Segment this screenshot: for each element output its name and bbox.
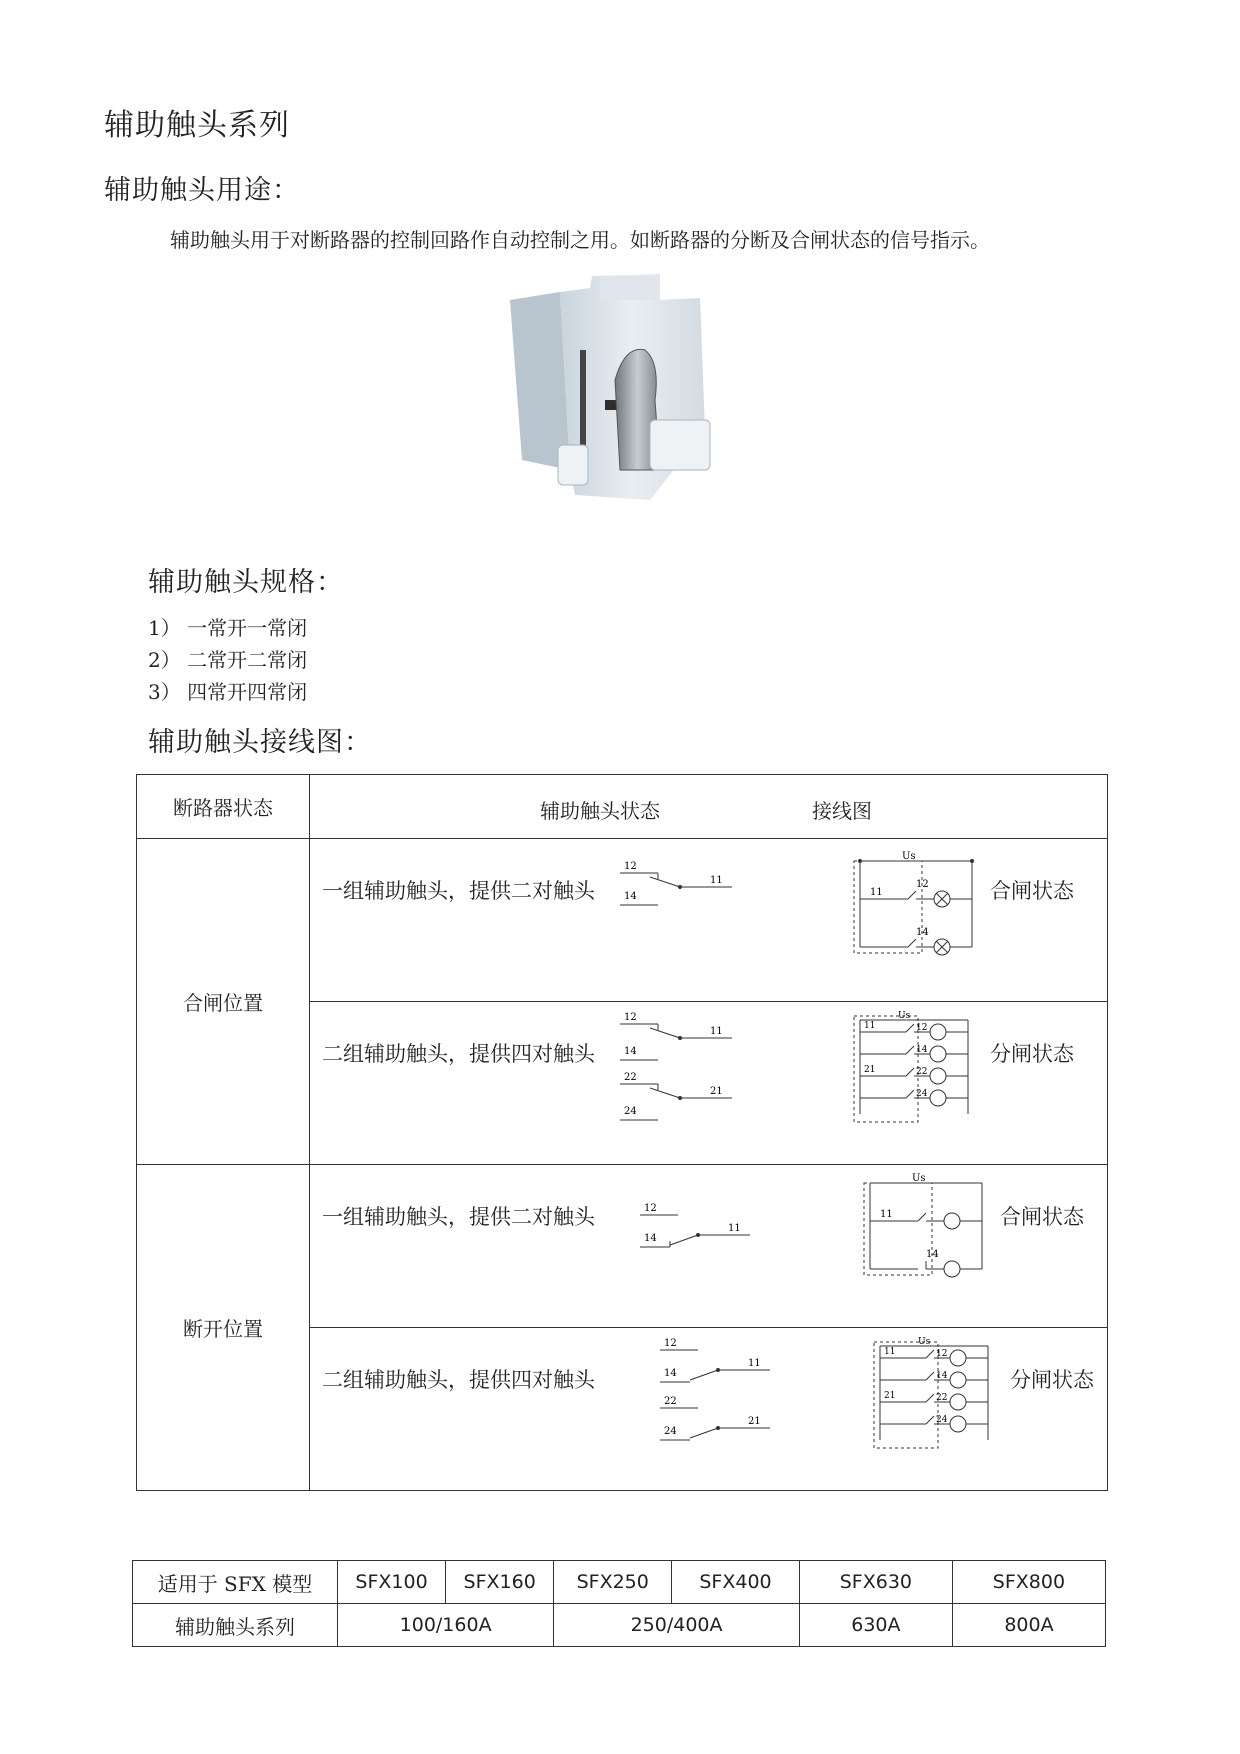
series-cell: 250/400A [554,1604,800,1647]
svg-text:14: 14 [926,1249,939,1260]
spec-item-2: 2） 二常开二常闭 [148,648,308,672]
svg-text:11: 11 [728,1223,741,1234]
model-row-label: 适用于 SFX 模型 [133,1561,338,1604]
svg-text:22: 22 [916,1067,928,1077]
supply-label: Us [902,851,916,862]
svg-text:14: 14 [644,1233,657,1244]
wiring-diagram [850,851,980,961]
svg-text:21: 21 [864,1065,876,1075]
svg-text:11: 11 [884,1347,896,1357]
svg-text:12: 12 [916,879,929,890]
svg-text:24: 24 [916,1089,928,1099]
svg-text:12: 12 [624,1012,637,1023]
svg-text:11: 11 [870,887,883,898]
model-cell: SFX160 [446,1561,554,1604]
spec-item-3: 3） 四常开四常闭 [148,680,308,704]
svg-text:21: 21 [748,1416,761,1427]
svg-text:12: 12 [664,1338,677,1349]
svg-text:22: 22 [664,1396,677,1407]
wiring-table [136,774,1108,1491]
svg-text:14: 14 [624,1046,637,1057]
header-diagram: 接线图 [812,799,872,823]
model-cell: SFX100 [337,1561,445,1604]
spec-item-1: 1） 一常开一常闭 [148,616,308,640]
model-cell: SFX800 [952,1561,1105,1604]
wiring-diagram [850,1010,980,1130]
status-label: 合闸状态 [990,879,1074,903]
wiring-header-row [137,775,1108,839]
model-table [132,1560,1106,1647]
contact-symbol-diagram [640,1201,760,1261]
svg-text:24: 24 [936,1415,948,1425]
svg-text:22: 22 [936,1393,948,1403]
svg-text:Us: Us [898,1011,911,1021]
series-cell: 100/160A [337,1604,553,1647]
model-cell: SFX630 [799,1561,952,1604]
wiring-diagram [870,1336,1000,1456]
contact-symbol-diagram [660,1336,780,1456]
purpose-text: 辅助触头用于对断路器的控制回路作自动控制之用。如断路器的分断及合闸状态的信号指示。 [170,228,990,252]
svg-text:24: 24 [624,1106,637,1117]
table-row [137,839,1108,1002]
contact-desc: 一组辅助触头，提供二对触头 [322,879,595,903]
status-label: 分闸状态 [1010,1368,1094,1392]
svg-text:14: 14 [664,1368,677,1379]
contact-symbol-diagram [620,1010,740,1130]
terminal-11: 11 [710,875,723,886]
breaker-state-closed: 合闸位置 [137,839,310,1165]
series-row [133,1604,1106,1647]
svg-text:11: 11 [864,1021,876,1031]
svg-text:12: 12 [916,1023,928,1033]
contact-desc: 二组辅助触头，提供四对触头 [322,1042,595,1066]
svg-text:Us: Us [912,1173,926,1184]
svg-text:21: 21 [710,1086,723,1097]
contact-desc: 二组辅助触头，提供四对触头 [322,1368,595,1392]
header-breaker-state: 断路器状态 [137,775,310,839]
specs-heading: 辅助触头规格： [148,567,344,598]
svg-text:21: 21 [884,1391,896,1401]
svg-text:14: 14 [936,1371,948,1381]
contact-cell [310,1002,1108,1165]
contact-cell [310,1328,1108,1491]
status-label: 分闸状态 [990,1042,1074,1066]
contact-cell [310,839,1108,1002]
svg-text:12: 12 [644,1203,657,1214]
model-cell: SFX400 [672,1561,800,1604]
header-contact-diagram [310,775,1108,839]
terminal-12: 12 [624,861,637,872]
breaker-state-open: 断开位置 [137,1165,310,1491]
terminal-14: 14 [624,891,637,902]
svg-text:11: 11 [880,1209,893,1220]
contact-desc: 一组辅助触头，提供二对触头 [322,1205,595,1229]
svg-text:22: 22 [624,1072,637,1083]
wiring-diagram [860,1173,990,1283]
contact-symbol-diagram [620,859,740,919]
model-cell: SFX250 [554,1561,672,1604]
model-row [133,1561,1106,1604]
series-row-label: 辅助触头系列 [133,1604,338,1647]
wiring-heading: 辅助触头接线图： [148,727,372,758]
table-row [137,1165,1108,1328]
purpose-heading: 辅助触头用途： [104,175,300,206]
svg-text:14: 14 [916,1045,928,1055]
page-title: 辅助触头系列 [104,108,290,143]
series-cell: 800A [952,1604,1105,1647]
svg-text:14: 14 [916,927,929,938]
header-contact-state: 辅助触头状态 [540,799,660,823]
status-label: 合闸状态 [1000,1205,1084,1229]
auxiliary-contact-photo [500,270,740,510]
contact-cell [310,1165,1108,1328]
svg-text:24: 24 [664,1426,677,1437]
svg-text:11: 11 [710,1026,723,1037]
svg-text:11: 11 [748,1358,761,1369]
series-cell: 630A [799,1604,952,1647]
svg-text:12: 12 [936,1349,948,1359]
svg-text:Us: Us [918,1337,931,1347]
